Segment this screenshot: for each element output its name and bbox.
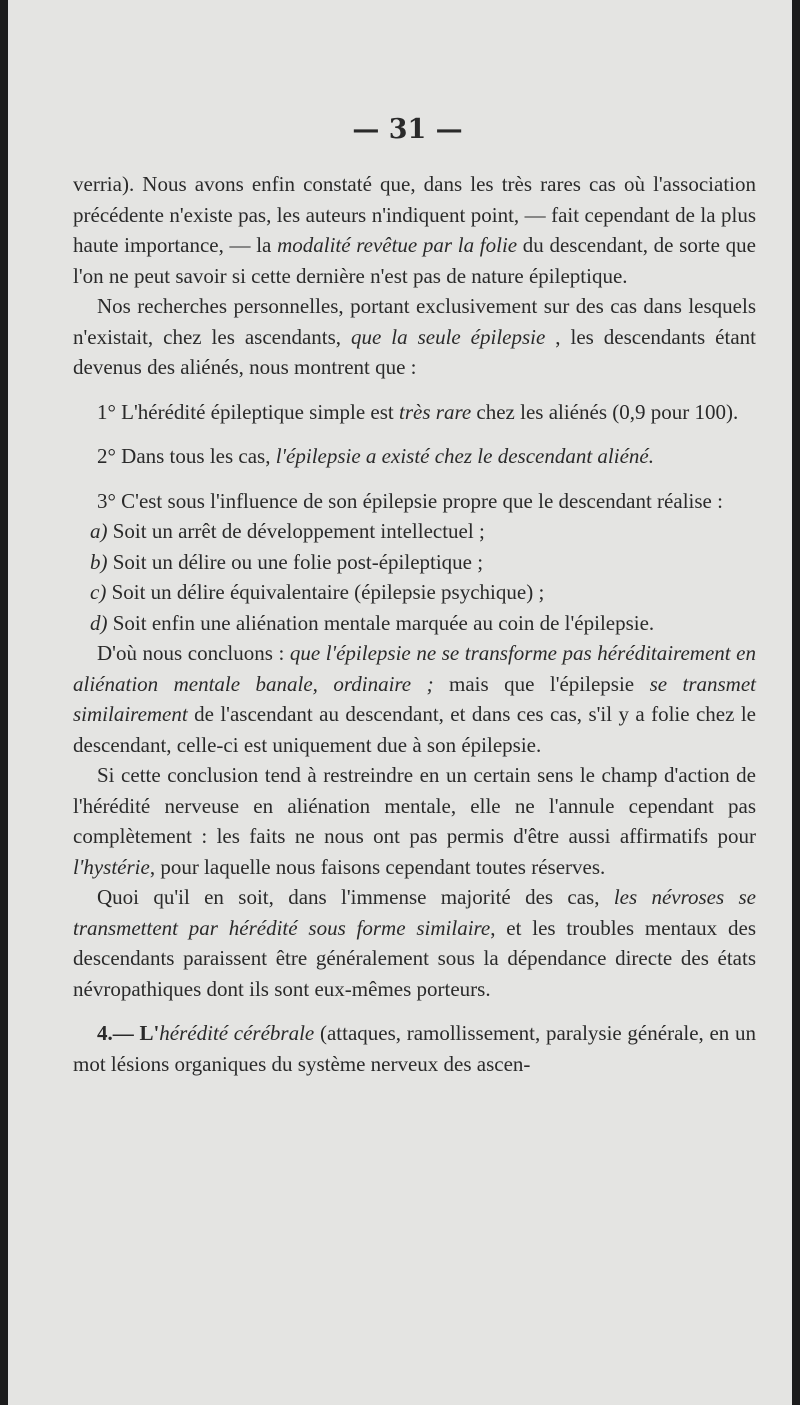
italic-run: les névroses se transmettent par hérédité sous forme similaire — [73, 885, 756, 940]
text-run: Soit un arrêt de développement intellectuel ; — [107, 519, 485, 543]
page-body — [73, 169, 756, 1079]
paragraph — [73, 760, 756, 882]
text-run: (attaques, ramollissement, paralysie générale, en un mot lésions organiques du système nerveux des ascen- — [73, 1021, 756, 1076]
italic-run: se transmet similairement — [73, 671, 756, 726]
paragraph — [73, 291, 756, 383]
list-item — [73, 441, 756, 472]
paragraph — [73, 169, 756, 291]
italic-run: l'hystérie — [73, 854, 150, 879]
list-item — [73, 397, 756, 428]
text-run: chez les aliénés (0,9 pour 100). — [471, 399, 739, 424]
text-run: Soit un délire équivalentaire (épilepsie psychique) ; — [106, 580, 545, 604]
sub-item-d — [73, 608, 756, 639]
italic-run: modalité revêtue par la folie — [277, 233, 518, 257]
page-number: — 31 — — [352, 114, 463, 145]
text-run: du descendant, de sorte que l'on ne peut savoir si cette dernière n'est pas de nature épileptique. — [73, 233, 756, 288]
item-label: a) — [90, 519, 108, 543]
italic-run: l'épilepsie a existé chez le descendant aliéné. — [275, 444, 654, 468]
text-run: de l'ascendant au descendant, et dans ces cas, s'il y a folie chez le descendant, celle-ci est uniquement due à son épilepsie. — [73, 702, 756, 757]
text-run: Quoi qu'il en soit, dans l'immense majorité des cas, — [97, 885, 614, 909]
italic-run: que la seule épilepsie — [351, 324, 546, 349]
text-run: 1° L'hérédité épileptique simple est — [97, 399, 400, 424]
text-run: D'où nous concluons : — [97, 641, 290, 665]
sub-item-b — [73, 547, 756, 578]
text-run: , pour laquelle nous faisons cependant toutes réserves. — [149, 854, 606, 879]
text-run: , et les troubles mentaux des descendants paraissent être généralement sous la dépendance directe des états névropathiques dont ils sont eux-mêmes porteurs. — [73, 915, 756, 1001]
paragraph — [73, 882, 756, 1004]
text-run: Si cette conclusion tend à restreindre en un certain sens le champ d'action de l'hérédité nerveuse en aliénation mentale, elle ne l'annule cependant pas complètement : les faits ne nous ont pas permis d'être aussi affirmatifs pour — [73, 763, 756, 848]
italic-run: hérédité cérébrale — [159, 1021, 315, 1045]
text-run: Soit un délire ou une folie post-épileptique ; — [107, 549, 484, 574]
item-label: d) — [90, 610, 108, 635]
text-run: 2° Dans tous les cas, — [97, 444, 276, 468]
item-label: b) — [90, 549, 108, 574]
book-page — [8, 0, 792, 1405]
sub-item-c — [73, 577, 756, 608]
sub-item-a — [73, 516, 756, 547]
section-number: 4.— L' — [97, 1021, 160, 1045]
list-item — [73, 486, 756, 517]
text-run: 3° C'est sous l'influence de son épilepsie propre que le descendant réalise : — [97, 488, 723, 513]
italic-run: très rare — [399, 399, 472, 424]
text-run: mais que l'épilepsie — [433, 671, 650, 696]
text-run: , les descendants étant devenus des aliénés, nous montrent que : — [73, 324, 756, 379]
text-run: verria). Nous avons enfin constaté que, dans les très rares cas où l'association précédente n'existe pas, les auteurs n'indiquent point, — fait cependant de la plus haute importance, — la — [73, 172, 756, 257]
item-label: c) — [90, 580, 107, 604]
text-run: Nos recherches personnelles, portant exclusivement sur des cas dans lesquels n'existait, chez les ascendants, — [73, 294, 756, 349]
italic-run: que l'épilepsie ne se transforme pas héréditairement en aliénation mentale banale, ordinaire ; — [73, 641, 756, 696]
section-paragraph — [73, 1018, 756, 1079]
text-run: Soit enfin une aliénation mentale marquée au coin de l'épilepsie. — [107, 610, 655, 635]
paragraph — [73, 638, 756, 760]
